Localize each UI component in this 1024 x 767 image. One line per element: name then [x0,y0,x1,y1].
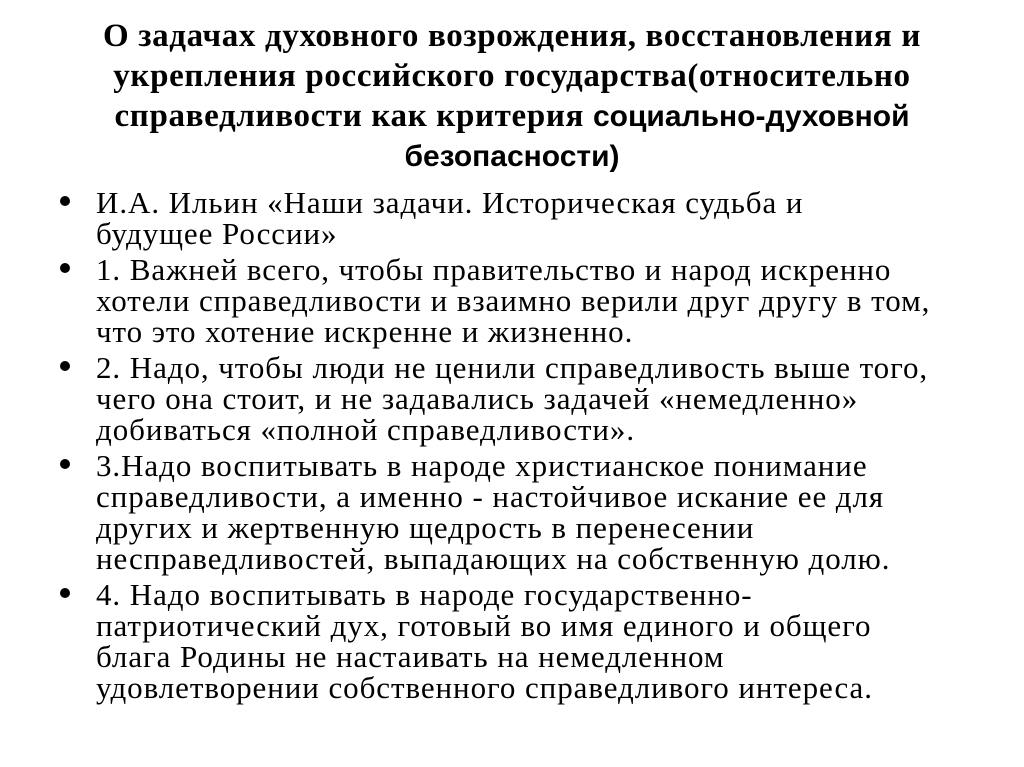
bullet-text-line: что это хотение искренне и жизненно. [96,314,634,349]
title-line: О задачах духовного возрождения, восстановления и [102,18,922,54]
list-item [58,187,1024,249]
title-line-serif-segment: справедливости как критерия [114,98,593,134]
slide-title [0,16,1024,177]
bullet-text-line: несправедливостей, выпадающих на собственную долю. [96,541,891,576]
list-item [58,579,1024,703]
list-item [58,450,1024,574]
bullet-list [58,187,1024,703]
bullet-text-line: чего она стоит, и не задавались задачей «немедленно» [96,381,859,416]
bullet-text-line: справедливости, а именно - настойчивое искание ее для [96,479,885,514]
bullet-text-line: добиваться «полной справедливости». [96,412,635,447]
bullet-text-line: патриотический дух, готовый во имя единого и общего [96,608,872,643]
bullet-icon [60,459,70,469]
bullet-text-line: 4. Надо воспитывать в народе государственно- [96,577,753,612]
bullet-text-line: других и жертвенную щедрость в перенесении [96,510,755,545]
title-line [0,96,1024,137]
title-line-sans-segment: социально-духовной [592,100,910,133]
title-line: безопасности) [404,140,620,173]
bullet-text-line: И.А. Ильин «Наши задачи. Историческая судьба и [96,185,804,220]
bullet-text-line: удовлетворении собственного справедливого интереса. [96,670,873,705]
bullet-text-line: хотели справедливости и взаимно верили друг другу в том, [96,283,931,318]
bullet-icon [60,588,70,598]
bullet-text-line: 2. Надо, чтобы люди не ценили справедливость выше того, [96,350,929,385]
bullet-icon [60,196,70,206]
bullet-icon [60,263,70,273]
bullet-text-line: 3.Надо воспитывать в народе христианское понимание [96,448,868,483]
bullet-text-line: будущее России» [96,216,338,251]
bullet-text-line: блага Родины не настаивать на немедленном [96,639,725,674]
list-item [58,352,1024,445]
title-line: укрепления российского государства(относительно [113,58,911,94]
bullet-text-line: 1. Важней всего, чтобы правительство и народ искренно [96,252,892,287]
list-item [58,254,1024,347]
bullet-icon [60,361,70,371]
